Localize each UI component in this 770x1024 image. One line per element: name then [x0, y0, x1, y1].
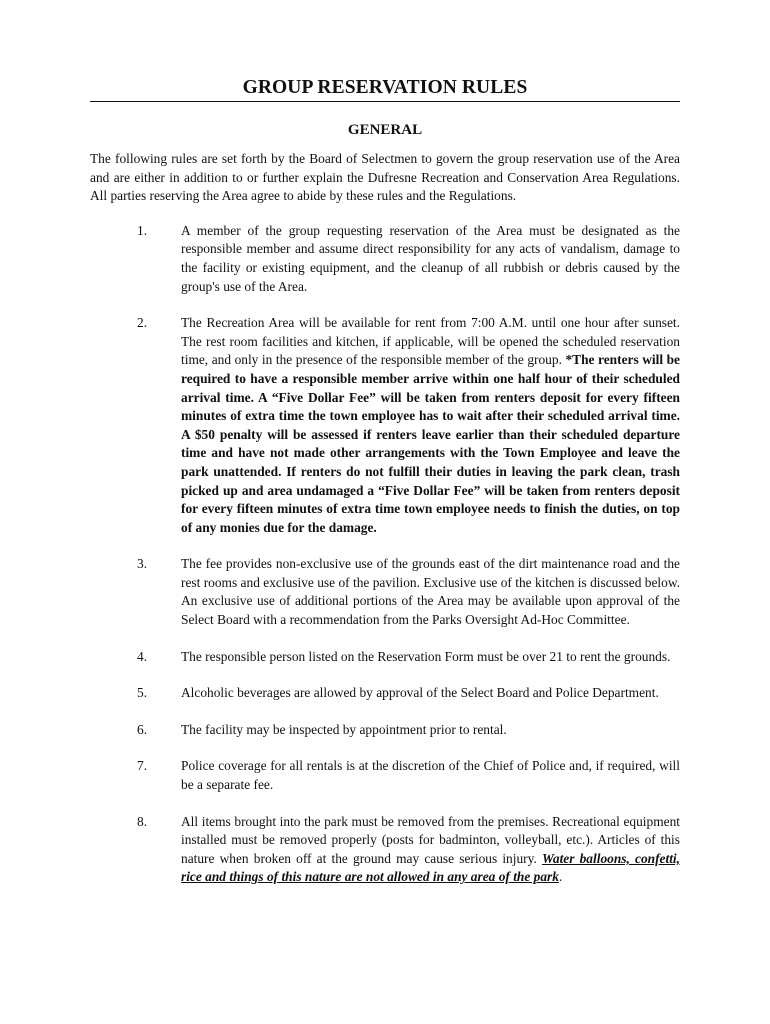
- rule-number: 5.: [137, 685, 148, 701]
- rule-text-container: [181, 314, 680, 537]
- rule-text: The responsible person listed on the Reservation Form must be over 21 to rent the grounds.: [181, 648, 671, 664]
- rule-item-5: [90, 684, 680, 703]
- rule-emphasis-text: Water balloons, confetti, rice and things of this nature are not allowed in any area of the park: [181, 850, 681, 885]
- intro-paragraph: The following rules are set forth by the Board of Selectmen to govern the group reservation use of the Area and are either in addition to or further explain the Dufresne Recreation and Conservation Area Regulations. All parties reserving the Area agree to abide by these rules and the Regulations.: [90, 151, 680, 204]
- rule-text: A member of the group requesting reservation of the Area must be designated as the responsible member and assume direct responsibility for any acts of vandalism, damage to the facility or existing equipment, and the cleanup of all rubbish or debris caused by the group's use of the Area.: [181, 222, 680, 294]
- rule-text: The Recreation Area will be available for rent from 7:00 A.M. until one hour after sunset. The rest room facilities and kitchen, if applicable, will be opened the scheduled reservation time, and only in the presence of the responsible member of the group.: [181, 315, 680, 368]
- rule-text: The facility may be inspected by appointment prior to rental.: [181, 721, 507, 737]
- rule-item-6: [90, 721, 680, 740]
- rule-text: Police coverage for all rentals is at the discretion of the Chief of Police and, if required, will be a separate fee.: [181, 758, 680, 793]
- rule-number: 8.: [137, 813, 148, 829]
- rule-bold-text: *The renters will be required to have a responsible member arrive within one half hour of their scheduled arrival time. A “Five Dollar Fee” will be taken from renters deposit for every fifteen minutes of extra time the town employee has to wait after their scheduled arrival time. A $50 penalty will be assessed if renters leave earlier than their scheduled departure time and have not made other arrangements with the Town Employee and leave the park unattended. If renters do not fulfill their duties in leaving the park clean, trash picked up and area undamaged a “Five Dollar Fee” will be taken from renters deposit for every fifteen minutes of extra time town employee needs to finish the duties, on top of any monies due for the damage.: [181, 352, 680, 535]
- rules-list: [90, 222, 680, 887]
- section-heading: GENERAL: [347, 122, 423, 138]
- rule-number: 1.: [137, 222, 148, 238]
- rule-item-1: [90, 222, 680, 296]
- document-title: GROUP RESERVATION RULES: [90, 76, 680, 102]
- rule-item-8: [90, 813, 680, 887]
- rule-item-4: [90, 648, 680, 667]
- rule-number: 2.: [137, 315, 148, 331]
- rule-trailing-text: .: [558, 869, 563, 885]
- rule-text-container: [181, 813, 680, 887]
- rule-number: 4.: [137, 648, 148, 664]
- rule-text: The fee provides non-exclusive use of the grounds east of the dirt maintenance road and the rest rooms and exclusive use of the pavilion. Exclusive use of the kitchen is discussed below. An exclusive use of additional portions of the Area may be available upon approval of the Select Board with a recommendation from the Parks Oversight Ad-Hoc Committee.: [181, 556, 680, 628]
- rule-text: All items brought into the park must be removed from the premises. Recreational equipment installed must be removed properly (posts for badminton, volleyball, etc.). Articles of this nature when broken off at the ground may cause serious injury.: [181, 813, 680, 866]
- rule-item-2: [90, 314, 680, 537]
- rule-number: 3.: [137, 556, 148, 572]
- rule-text: Alcoholic beverages are allowed by approval of the Select Board and Police Department.: [181, 685, 659, 701]
- document-page: [90, 76, 680, 887]
- rule-number: 6.: [137, 721, 148, 737]
- rule-item-3: [90, 555, 680, 629]
- rule-number: 7.: [137, 758, 148, 774]
- rule-item-7: [90, 757, 680, 794]
